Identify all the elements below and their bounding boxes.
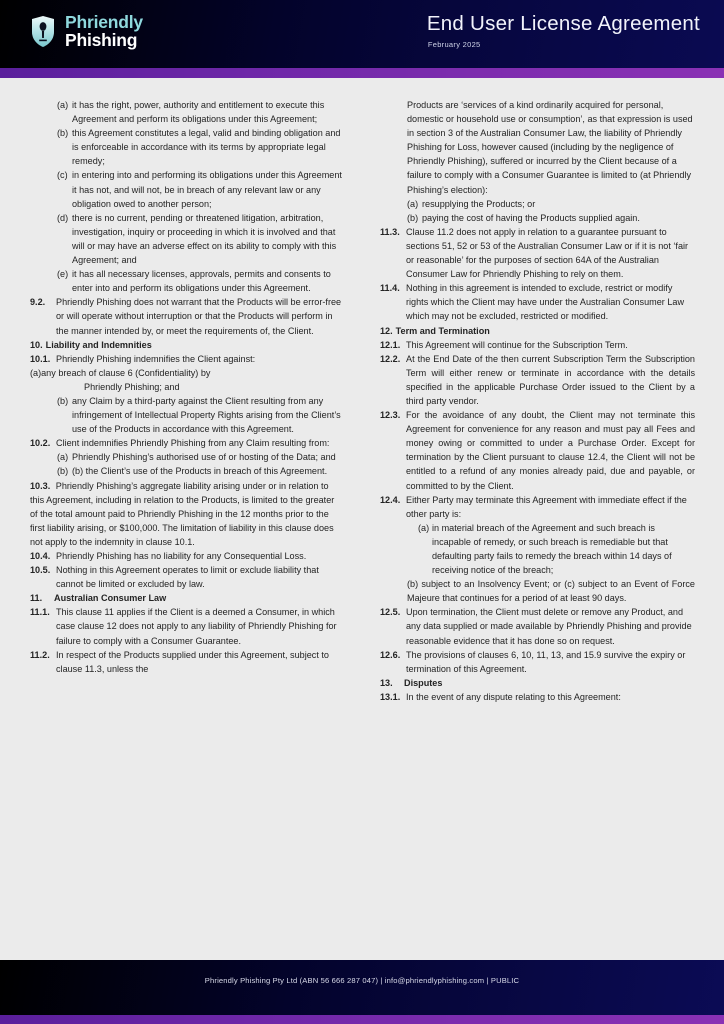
sub-clause-item xyxy=(30,464,342,478)
right-column xyxy=(362,98,724,943)
clause-item xyxy=(30,605,342,647)
clause-number: 11.1. xyxy=(30,607,50,618)
sub-clause-item xyxy=(30,211,342,267)
clause-item xyxy=(30,436,342,450)
clause-item xyxy=(380,690,695,704)
shield-fish-logo-icon xyxy=(30,15,56,48)
sub-clause-item xyxy=(30,267,342,295)
page-footer xyxy=(0,960,724,1024)
clause-text: Clause 11.2 does not apply in relation to a guarantee pursuant to sections 51, 52 or 53 of the Australian Consumer Law or if it is not ‘fair or reasonable’ for the purposes of section 64A of the Australian Consumer Law for Phriendly Phishing to rely on them. xyxy=(406,226,689,280)
clause-number: 12.2. xyxy=(380,353,401,364)
clause-item xyxy=(380,408,695,493)
sub-clause-letter: (b) xyxy=(57,395,69,406)
section-heading xyxy=(30,338,342,352)
sub-clause-text-continued: Phriendly Phishing; and xyxy=(84,381,180,392)
clause-text: For the avoidance of any doubt, the Client may not terminate this Agreement for convenience for any reason and must pay all Fees and money owing or committed to under a Purchase Order. Except for termination by the Client pursuant to clause 12.4, the Client will not be entitled to a refund of any monies already paid, due and payable, or committed to by the Client. xyxy=(406,410,695,491)
sub-clause-text: there is no current, pending or threatened litigation, arbitration, investigation, inquiry or proceeding in which it is involved and that will or may have an adverse effect on its ability to comply with this Agreement; and xyxy=(72,212,337,266)
clause-number: 10.5. xyxy=(30,565,51,576)
continued-paragraph: Products are ‘services of a kind ordinarily acquired for personal, domestic or household use or consumption’, as that expression is used in section 3 of the Australian Consumer Law, the liability of Phriendly Phishing for Loss, however caused (including by the negligence of Phriendly Phishing), suffered or incurred by the Client because of a failure to comply with a Consumer Guarantee is limited to (at Phriendly Phishing’s election): xyxy=(407,100,693,195)
clause-item xyxy=(380,605,695,647)
section-title: Term and Termination xyxy=(395,325,490,336)
clause-item xyxy=(30,295,342,337)
page-header xyxy=(0,0,724,68)
section-title: Disputes xyxy=(404,677,443,688)
sub-clause-text: it has all necessary licenses, approvals, permits and consents to enter into and perform its obligations under this Agreement. xyxy=(72,269,331,294)
clause-text: Upon termination, the Client must delete or remove any Product, and any data supplied or made available by Phriendly Phishing and provide reasonable evidence that it has done so on request. xyxy=(406,607,692,646)
logo-text-primary: Phriendly xyxy=(65,12,143,32)
sub-clause-text: it has the right, power, authority and entitlement to execute this Agreement and perform its obligations under this Agreement; xyxy=(72,100,325,125)
sub-clause-letter: (e) xyxy=(57,269,69,280)
clause-text: At the End Date of the then current Subscription Term the Subscription Term will either renew or terminate in accordance with the details specified in the applicable Purchase Order issued to the Client by a third party vendor. xyxy=(406,353,695,406)
clause-number: 13.1. xyxy=(380,691,401,702)
clause-text: This Agreement will continue for the Subscription Term. xyxy=(406,339,628,350)
brand-logo xyxy=(30,13,143,49)
sub-clause-letter: (b) xyxy=(57,466,69,477)
section-number: 10. xyxy=(30,339,43,350)
sub-clause-item xyxy=(380,197,695,211)
sub-clause-letter: (a) xyxy=(407,198,419,209)
sub-clause-text: resupplying the Products; or xyxy=(422,198,536,209)
clause-item xyxy=(30,648,342,676)
sub-clause-text: this Agreement constitutes a legal, valid and binding obligation and is enforceable in accordance with its terms by appropriate legal remedy; xyxy=(72,128,341,167)
section-heading xyxy=(380,324,695,338)
section-number: 12. xyxy=(380,325,393,336)
clause-text: Client indemnifies Phriendly Phishing from any Claim resulting from: xyxy=(56,438,330,449)
clause-number: 12.6. xyxy=(380,649,401,660)
sub-clause-text: paying the cost of having the Products supplied again. xyxy=(422,212,640,223)
header-accent-bar xyxy=(0,68,724,78)
sub-clause-letter: (c) xyxy=(57,170,68,181)
section-title: Australian Consumer Law xyxy=(54,593,167,604)
clause-number: 11.3. xyxy=(380,226,400,237)
clause-item xyxy=(30,563,342,591)
clause-text: Nothing in this Agreement operates to limit or exclude liability that cannot be limited or excluded by law. xyxy=(56,565,319,590)
clause-number: 12.3. xyxy=(380,410,401,421)
section-heading xyxy=(380,676,695,690)
clause-item xyxy=(30,549,342,563)
sub-clause-text: any Claim by a third-party against the Client resulting from any infringement of Intellectual Property Rights arising from the Client’s use of the Products in accordance with this Agreement. xyxy=(72,395,341,435)
clause-item xyxy=(30,352,342,366)
clause-number: 10.1. xyxy=(30,353,51,364)
clause-item xyxy=(380,493,695,521)
clause-text: This clause 11 applies if the Client is a deemed a Consumer, in which case clause 12 does not apply to any liability of Phriendly Phishing for failure to comply with a Consumer Guarantee. xyxy=(56,607,337,646)
sub-clause-letter: (b) xyxy=(57,128,69,139)
clause-number: 12.5. xyxy=(380,607,401,618)
clause-number: 12.1. xyxy=(380,339,401,350)
sub-clause-text: any breach of clause 6 (Confidentiality) by xyxy=(41,367,211,378)
document-body xyxy=(0,98,724,943)
clause-number: 11.4. xyxy=(380,283,400,294)
clause-text: Phriendly Phishing’s aggregate liability arising under or in relation to this Agreement, including in relation to the Products, is limited to the greater of the total amount paid to Phriendly Phishing in the 12 months prior to the first liability arising, or $100,000. The limitation of liability in this clause does not apply to the indemnity in clause 10.1. xyxy=(30,480,335,547)
clause-item xyxy=(380,648,695,676)
sub-clause-paragraph: (b) subject to an Insolvency Event; or (c) subject to an Event of Force Majeure that continues for a period of at least 90 days. xyxy=(407,579,695,604)
sub-clause-text: in entering into and performing its obligations under this Agreement it has not, and will not, be in breach of any relevant law or any obligation owed to another person; xyxy=(72,170,342,209)
clause-text: Phriendly Phishing has no liability for any Consequential Loss. xyxy=(56,551,307,561)
sub-clause-letter: (a) xyxy=(57,100,69,110)
clause-number: 9.2. xyxy=(30,297,46,308)
clause-number: 10.3. xyxy=(30,480,51,491)
sub-clause-item xyxy=(30,450,342,464)
sub-clause-item xyxy=(30,168,342,210)
document-date: February 2025 xyxy=(427,39,481,49)
sub-clause-item xyxy=(30,366,342,394)
clause-text: The provisions of clauses 6, 10, 11, 13, and 15.9 survive the expiry or termination of this Agreement. xyxy=(406,649,686,674)
logo-text-secondary: Phishing xyxy=(65,30,138,51)
sub-clause-text: Phriendly Phishing’s authorised use of or hosting of the Data; and xyxy=(72,452,336,463)
clause-item xyxy=(380,281,695,323)
sub-clause-item xyxy=(380,521,695,577)
footer-legal-text: Phriendly Phishing Pty Ltd (ABN 56 666 287 047) | info@phriendlyphishing.com | PUBLIC xyxy=(204,976,520,985)
sub-clause-letter: (a) xyxy=(57,452,69,463)
footer-accent-bar xyxy=(0,1015,724,1024)
sub-clause-letter: (a) xyxy=(418,522,430,533)
sub-clause-item xyxy=(30,394,342,436)
sub-clause-item xyxy=(380,211,695,225)
clause-item xyxy=(380,352,695,408)
section-number: 13. xyxy=(380,677,393,688)
clause-number: 12.4. xyxy=(380,494,401,505)
clause-text: Nothing in this agreement is intended to exclude, restrict or modify rights which the Client may have under the Australian Consumer Law which may not be excluded, restricted or modified. xyxy=(406,283,685,322)
clause-number: 10.2. xyxy=(30,438,51,449)
clause-item xyxy=(30,479,342,549)
sub-clause-letter: (a) xyxy=(30,367,42,378)
clause-text: In the event of any dispute relating to this Agreement: xyxy=(406,691,621,702)
sub-clause-letter: (d) xyxy=(57,212,69,223)
section-number: 11. xyxy=(30,593,43,604)
sub-clause-text: (b) the Client’s use of the Products in breach of this Agreement. xyxy=(72,466,328,477)
left-column xyxy=(0,98,362,943)
clause-text: In respect of the Products supplied under this Agreement, subject to clause 11.3, unless the xyxy=(56,649,329,674)
clause-number: 10.4. xyxy=(30,551,51,561)
sub-clause-item xyxy=(30,98,342,126)
clause-text: Phriendly Phishing indemnifies the Client against: xyxy=(56,353,256,364)
clause-item xyxy=(380,225,695,281)
clause-item xyxy=(380,338,695,352)
clause-text: Phriendly Phishing does not warrant that the Products will be error-free or will operate without interruption or that the Products will perform in the manner intended by, or meet the requirements of, the Client. xyxy=(56,297,342,336)
section-title: Liability and Indemnities xyxy=(45,339,152,350)
section-heading xyxy=(30,591,342,605)
sub-clause-item xyxy=(30,126,342,168)
page-title: End User License Agreement xyxy=(426,12,700,35)
sub-clause-text: in material breach of the Agreement and such breach is incapable of remedy, or such breach is remediable but that defaulting party fails to remedy the breach within 14 days of receiving notice of the breach; xyxy=(432,522,672,576)
clause-number: 11.2. xyxy=(30,649,50,660)
sub-clause-letter: (b) xyxy=(407,212,419,223)
clause-text: Either Party may terminate this Agreement with immediate effect if the other party is: xyxy=(406,494,687,519)
document-title-block xyxy=(427,12,700,49)
